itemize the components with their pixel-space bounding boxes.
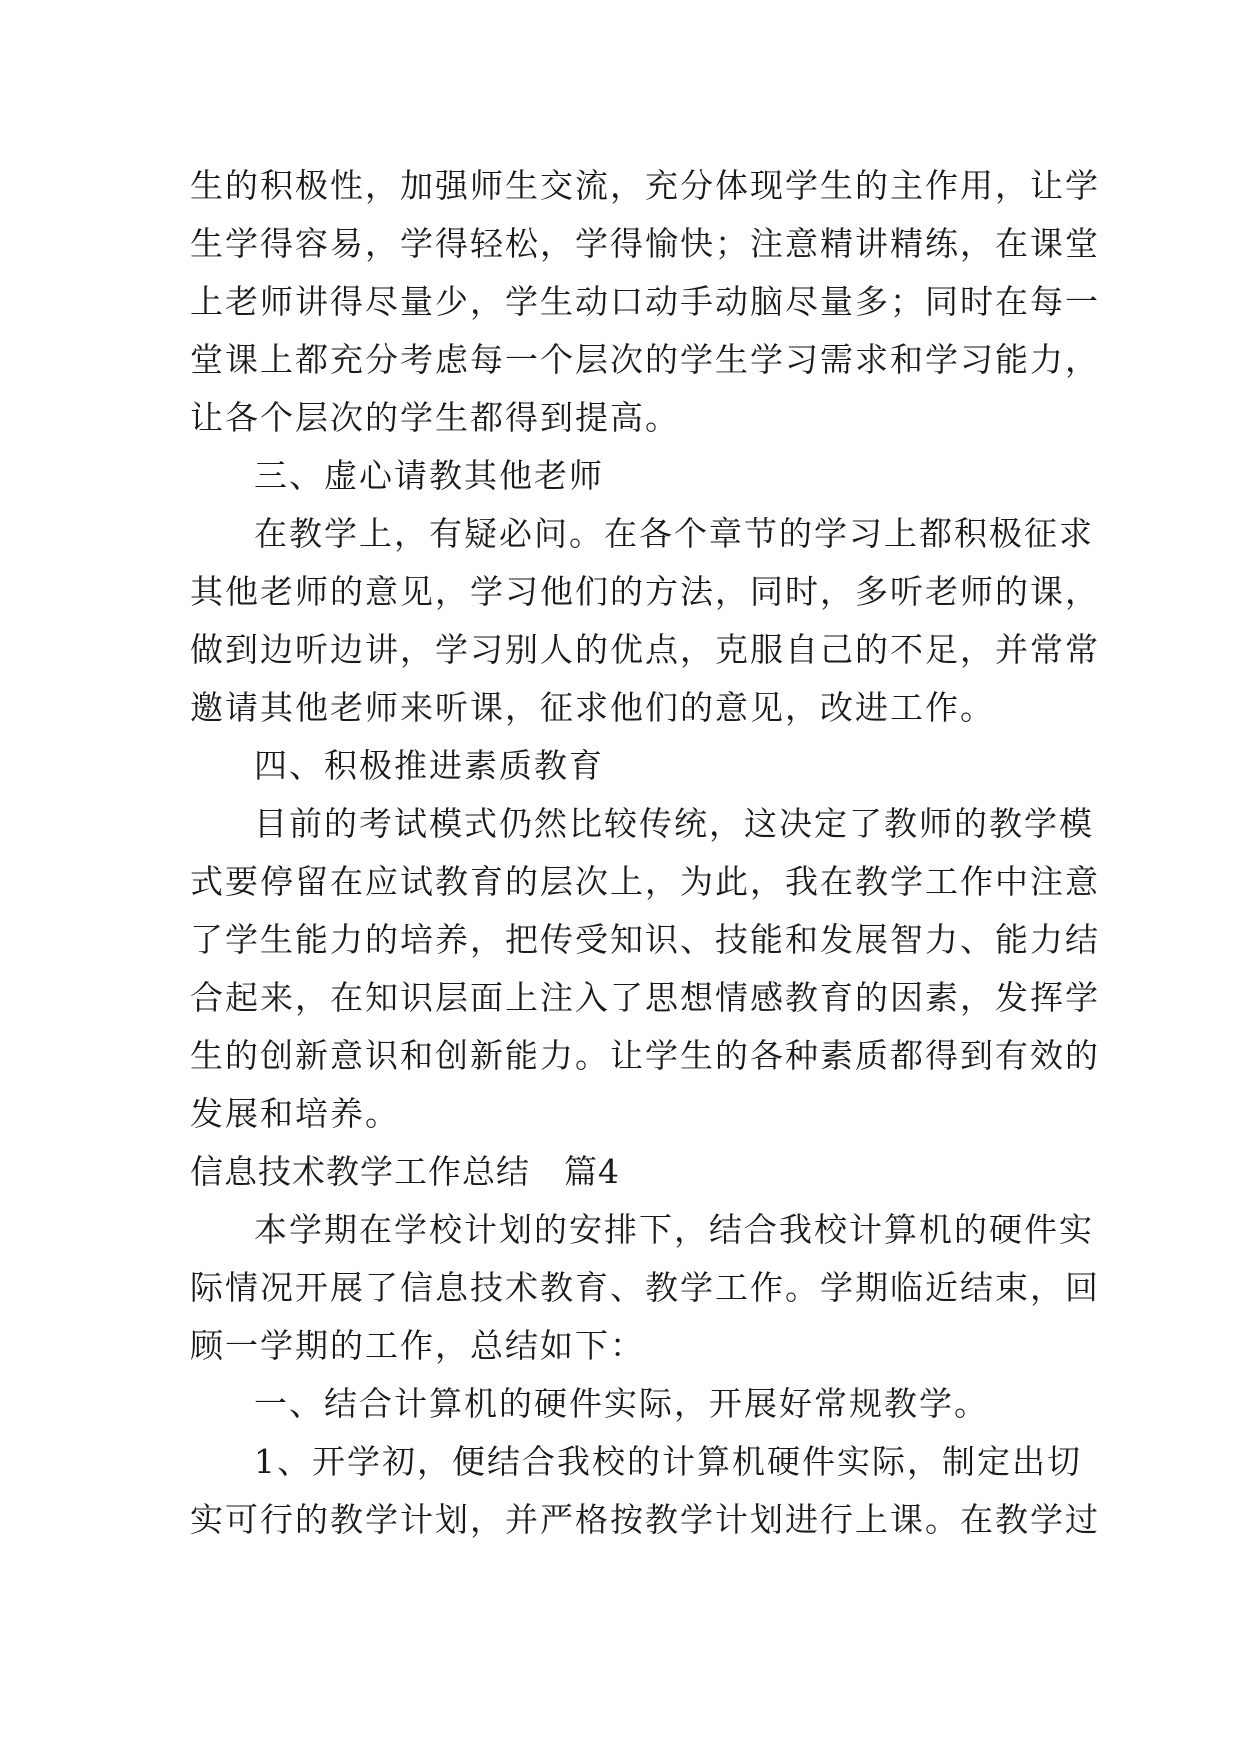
- paragraph-line: 邀请其他老师来听课，征求他们的意见，改进工作。: [190, 688, 995, 727]
- paragraph-line: 生的创新意识和创新能力。让学生的各种素质都得到有效的: [190, 1036, 1100, 1075]
- section-heading: 四、积极推进素质教育: [254, 746, 604, 785]
- paragraph-line: 本学期在学校计划的安排下，结合我校计算机的硬件实: [254, 1210, 1094, 1249]
- section-heading: 三、虚心请教其他老师: [254, 456, 604, 495]
- paragraph-line: 实可行的教学计划，并严格按教学计划进行上课。在教学过: [190, 1500, 1100, 1539]
- article-title: 信息技术教学工作总结 篇4: [190, 1152, 620, 1191]
- paragraph-line: 合起来，在知识层面上注入了思想情感教育的因素，发挥学: [190, 978, 1100, 1017]
- paragraph-line: 目前的考试模式仍然比较传统，这决定了教师的教学模: [254, 804, 1094, 843]
- paragraph-line: 顾一学期的工作，总结如下：: [190, 1326, 645, 1365]
- paragraph-line: 做到边听边讲，学习别人的优点，克服自己的不足，并常常: [190, 630, 1100, 669]
- paragraph-line: 让各个层次的学生都得到提高。: [190, 398, 680, 437]
- paragraph-line: 堂课上都充分考虑每一个层次的学生学习需求和学习能力，: [190, 340, 1100, 379]
- paragraph-line: 式要停留在应试教育的层次上，为此，我在教学工作中注意: [190, 862, 1100, 901]
- paragraph-line: 生的积极性，加强师生交流，充分体现学生的主作用，让学: [190, 166, 1100, 205]
- paragraph-line: 在教学上，有疑必问。在各个章节的学习上都积极征求: [254, 514, 1094, 553]
- paragraph-line: 其他老师的意见，学习他们的方法，同时，多听老师的课，: [190, 572, 1100, 611]
- paragraph-line: 1、开学初，便结合我校的计算机硬件实际，制定出切: [254, 1442, 1082, 1481]
- paragraph-line: 了学生能力的培养，把传受知识、技能和发展智力、能力结: [190, 920, 1100, 959]
- paragraph-line: 发展和培养。: [190, 1094, 400, 1133]
- paragraph-line: 际情况开展了信息技术教育、教学工作。学期临近结束，回: [190, 1268, 1100, 1307]
- section-heading: 一、结合计算机的硬件实际，开展好常规教学。: [254, 1384, 989, 1423]
- paragraph-line: 上老师讲得尽量少，学生动口动手动脑尽量多；同时在每一: [190, 282, 1100, 321]
- paragraph-line: 生学得容易，学得轻松，学得愉快；注意精讲精练，在课堂: [190, 224, 1100, 263]
